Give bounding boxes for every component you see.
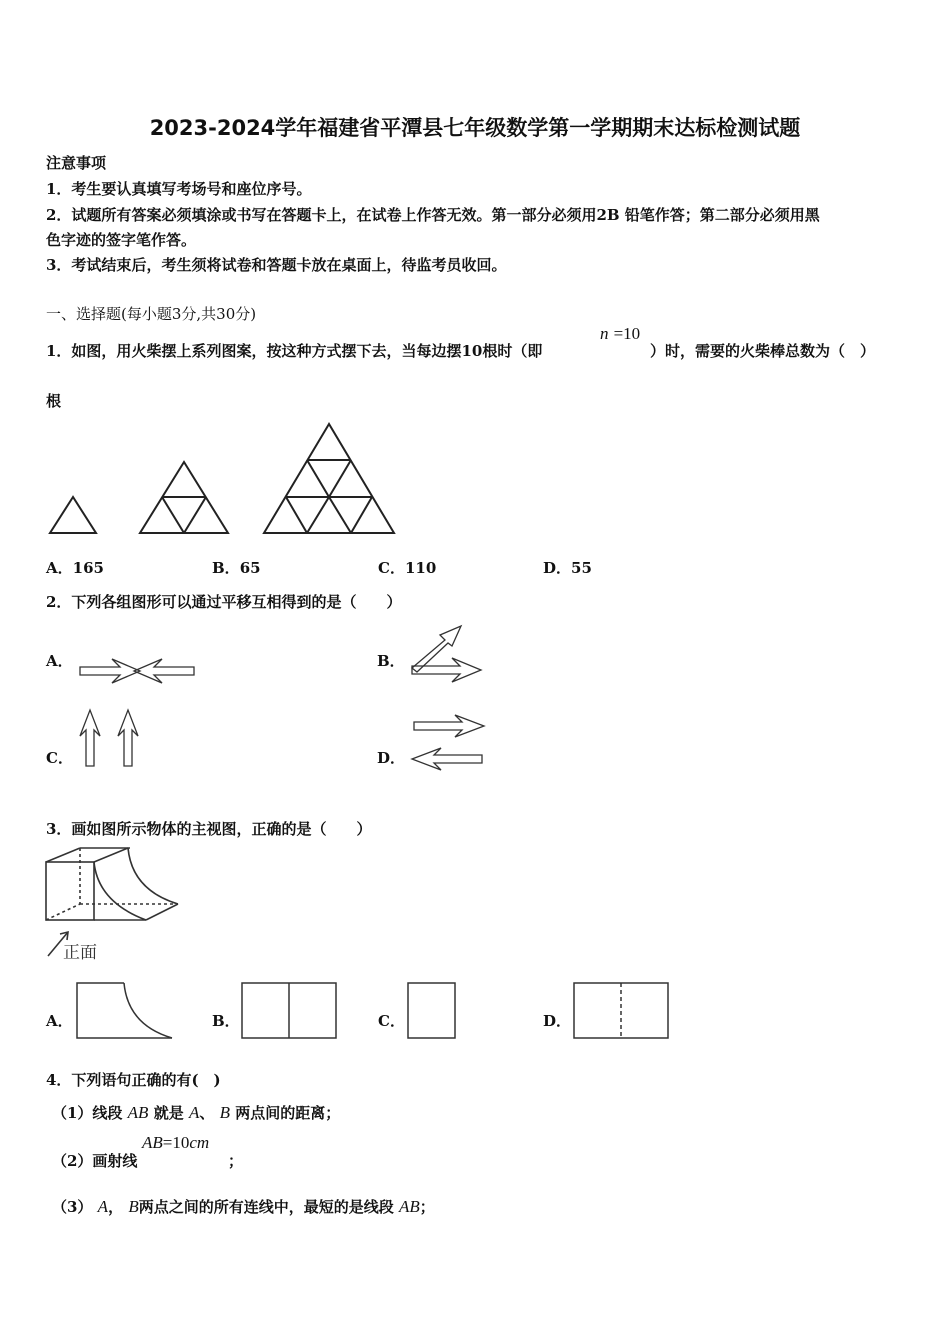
q3-option-b-label[interactable]: B． (212, 1012, 240, 1030)
section-heading: 一、选择题(每小题3分,共30分) (46, 305, 257, 323)
q4-statement-3 (52, 1196, 435, 1217)
notice-item-1: 1．考生要认真填写考场号和座位序号。 (46, 180, 312, 198)
q1-option-b[interactable] (212, 557, 261, 578)
q4-statement-2-prefix: （2）画射线 (52, 1152, 138, 1170)
q4-s1-end: 两点间的距离； (235, 1104, 341, 1122)
q1-option-b-label: B． (212, 559, 240, 577)
triangle-n3 (264, 424, 394, 533)
q3-curve-back (128, 848, 178, 904)
q2-c-up-arrow-1 (80, 710, 100, 766)
q2-text: 2．下列各组图形可以通过平移互相得到的是（ ） (46, 593, 402, 611)
q1-option-a-label: A． (46, 559, 73, 577)
q4-statement-2-math (142, 1133, 209, 1153)
q2-d-left-arrow (412, 748, 482, 770)
q4-s1-b: B (219, 1103, 230, 1122)
q3-front-label: 正面 (63, 943, 97, 963)
q4-s3-prefix: （3） (52, 1198, 93, 1216)
q3-option-d-view (574, 983, 668, 1038)
q4-statement-1 (52, 1102, 340, 1123)
q4-s1-prefix: （1）线段 (52, 1104, 123, 1122)
q1-option-a-value: 165 (72, 559, 104, 577)
q1-option-d[interactable] (543, 557, 592, 578)
q4-statement-2-end: ； (228, 1152, 244, 1170)
q4-s1-mid: 就是 (153, 1104, 184, 1122)
q1-option-d-label: D． (543, 559, 572, 577)
q1-option-a[interactable] (46, 557, 104, 578)
q2-arrow-figures (0, 600, 950, 800)
q2-d-right-arrow (414, 715, 484, 737)
q3-option-a-view (77, 983, 172, 1038)
q2-option-b-label[interactable]: B． (377, 652, 405, 670)
q2-b-diagonal-arrow (412, 626, 461, 672)
q4-s3-end: ； (419, 1198, 435, 1216)
q3-text: 3．画如图所示物体的主视图，正确的是（ ） (46, 820, 372, 838)
q2-c-up-arrow-2 (118, 710, 138, 766)
q3-option-c-view (408, 983, 455, 1038)
q4-s1-a: A (188, 1103, 200, 1122)
q4-s3-ab: AB (398, 1197, 420, 1216)
notice-item-3: 3．考试结束后，考生须将试卷和答题卡放在桌面上，待监考员收回。 (46, 256, 507, 274)
triangle-n1 (50, 497, 96, 533)
q2-a-right-arrow (80, 659, 140, 683)
q4-s3-a: A (97, 1197, 109, 1216)
q1-option-b-value: 65 (239, 559, 261, 577)
q1-math-n: n (600, 324, 609, 343)
q4-s1-ab: AB (127, 1103, 149, 1122)
q4-text: 4．下列语句正确的有( ) (46, 1071, 221, 1089)
q3-option-c-label[interactable]: C． (378, 1012, 405, 1030)
q2-option-c-label[interactable]: C． (46, 749, 73, 767)
q4-s2-math-eq: =10 (162, 1133, 190, 1152)
q1-text-b: ）时，需要的火柴棒总数为（ ） (650, 342, 876, 360)
q3-box-front (46, 862, 94, 920)
q3-option-views (0, 980, 950, 1050)
q2-a-left-arrow (134, 659, 194, 683)
q1-option-d-value: 55 (571, 559, 592, 577)
q4-s3-comma: ， (108, 1198, 124, 1216)
q1-option-c-label: C． (378, 559, 405, 577)
triangle-n2 (140, 462, 228, 533)
q2-option-a-label[interactable]: A． (46, 652, 73, 670)
q1-option-c-value: 110 (404, 559, 437, 577)
q4-s2-math-ab: AB (142, 1133, 163, 1152)
matchstick-triangles-figure (0, 0, 950, 600)
notice-item-2-cont: 色字迹的签字笔作答。 (46, 231, 197, 249)
q1-math-eq: =10 (613, 324, 641, 343)
q1-text-c: 根 (46, 392, 62, 410)
q2-b-right-arrow (412, 658, 481, 682)
q4-s3-mid: 两点之间的所有连线中，最短的是线段 (138, 1198, 394, 1216)
notice-heading: 注意事项 (46, 154, 107, 172)
q4-s1-sep: 、 (199, 1104, 215, 1122)
q2-option-d-label[interactable]: D． (377, 749, 406, 767)
notice-item-2: 2．试题所有答案必须填涂或书写在答题卡上，在试卷上作答无效。第一部分必须用2B 铅笔作答；第二部分必须用黑 (46, 206, 820, 224)
q1-text-a: 1．如图，用火柴摆上系列图案，按这种方式摆下去，当每边摆10根时（即 (46, 342, 543, 360)
page-title: 2023-2024学年福建省平潭县七年级数学第一学期期末达标检测试题 (149, 116, 801, 140)
q3-option-d-label[interactable]: D． (543, 1012, 572, 1030)
q3-curve-front (94, 862, 146, 920)
q4-s3-b: B (128, 1197, 139, 1216)
q3-option-b-view (242, 983, 336, 1038)
q4-s2-math-unit: cm (189, 1133, 210, 1152)
q1-option-c[interactable] (378, 557, 436, 578)
q3-option-a-label[interactable]: A． (46, 1012, 73, 1030)
